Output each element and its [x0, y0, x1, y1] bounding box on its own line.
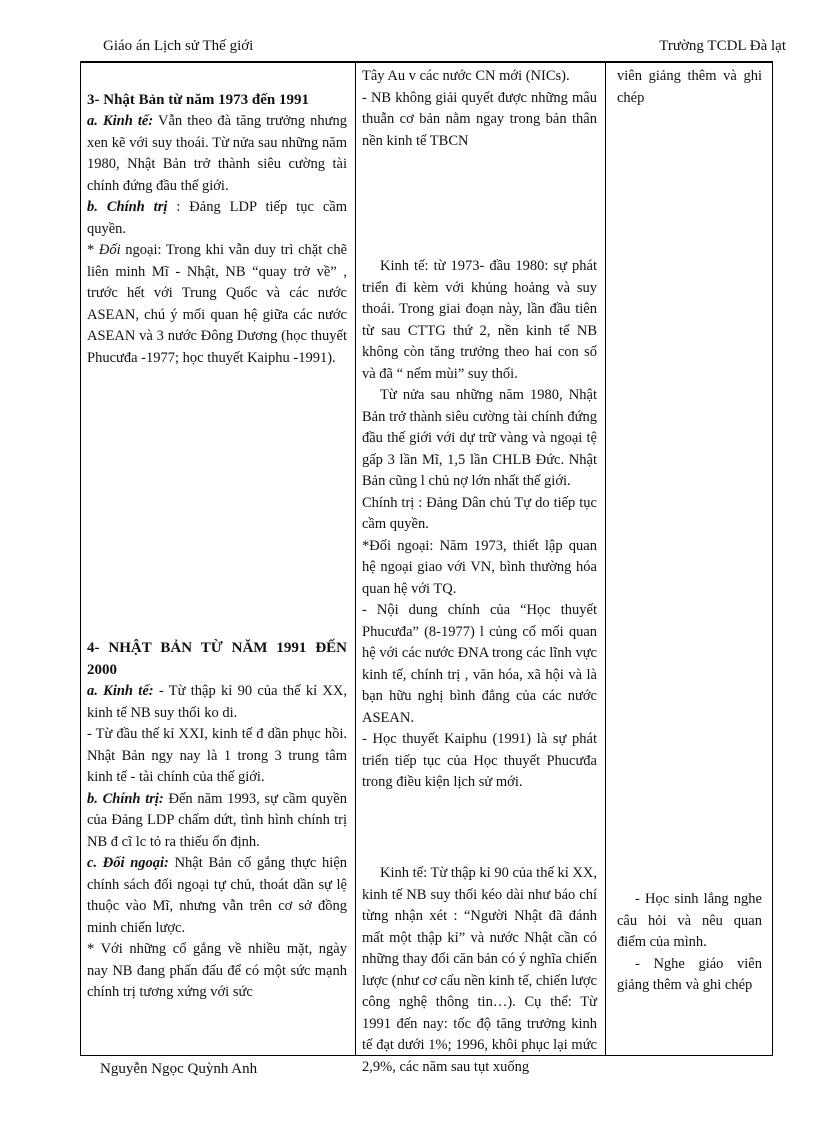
section-4	[87, 637, 347, 1004]
col2-block-2	[362, 256, 597, 794]
section-3	[87, 89, 347, 369]
section-4c-label: c. Đối ngoại:	[87, 855, 169, 871]
content-column	[81, 63, 356, 1055]
section-3-title: 3- Nhật Bản từ năm 1973 đến 1991	[87, 92, 309, 108]
section-4-title: 4- NHẬT BẢN TỪ NĂM 1991 ĐẾN 2000	[87, 640, 347, 678]
section-3a	[87, 111, 347, 197]
section-3c	[87, 240, 347, 369]
col3-block-2	[617, 889, 762, 997]
section-3b	[87, 197, 347, 240]
col2-block-3	[362, 863, 597, 1078]
student-column	[607, 63, 772, 1055]
section-3b-text: : Đảng LDP tiếp tục cầm quyền.	[87, 199, 347, 237]
col3-p3: - Nghe giáo viên giảng thêm và ghi chép	[617, 955, 762, 993]
col2-p5: Chính trị : Đảng Dân chủ Tự do tiếp tục cầm quyền.	[362, 494, 597, 532]
section-3c-prefix: *	[87, 242, 99, 258]
section-4a-text1: - Từ thập kỉ 90 của thế kỉ XX, kinh tế NB suy thối ko di.	[87, 683, 347, 721]
section-4b-label: b. Chính trị:	[87, 790, 164, 807]
section-4c	[87, 853, 347, 939]
col2-p1: Tây Au v các nước CN mới (NICs).	[362, 68, 570, 84]
col2-p9: Kinh tế: Từ thập kỉ 90 của thế kỉ XX, kinh tế NB suy thối kéo dài như báo chí từng nhận xét : “Người Nhật đã đánh mất một thập kỉ” và nước Nhật cần có những thay đổi căn bản có ý nghĩa chiến lược (như cơ cấu nền kinh tế, chiến lược công nghệ thông tin…). Cụ thể: Từ 1991 đến nay: tốc độ tăng trưởng kinh tế đạt dưới 1%; 1996, khôi phục lại mức 2,9%, các năm sau tụt xuống	[362, 865, 597, 1075]
section-3c-text: ngoại: Trong khi vẫn duy trì chặt chẽ liên minh Mĩ - Nhật, NB “quay trở về” , trước hết với Trung Quốc và các nước ASEAN, chú ý mối quan hệ giữa các nước ASEAN và 3 nước Đông Dương (học thuyết Phucưđa -1977; học thuyết Kaiphu -1991).	[87, 242, 348, 366]
section-4a-label: a. Kinh tế:	[87, 683, 154, 699]
activity-column	[356, 63, 606, 1075]
col3-p1: viên giảng thêm và ghi chép	[617, 68, 762, 106]
section-4b-text: Đến năm 1993, sự cầm quyền của Đảng LDP chấm dứt, tình hình chính trị NB đ cĩ lc tỏ ra thiếu ổn định.	[87, 790, 347, 850]
section-3a-text: Vẫn theo đà tăng trưởng nhưng xen kẽ với suy thoái. Từ nửa sau những năm 1980, Nhật Bản trở thành siêu cường tài chính đứng đầu thế giới.	[87, 113, 347, 194]
section-3a-label: a. Kinh tế:	[87, 113, 154, 129]
section-4d: * Với những cố gắng về nhiều mặt, ngày nay NB đang phấn đấu để có một sức mạnh chính trị tương xứng với sức	[87, 941, 347, 1000]
col2-p7: - Nội dung chính của “Học thuyết Phucưđa” (8-1977) l củng cố mối quan hệ với các nước ĐNA trong các lĩnh vực kinh tế, chính trị , văn hóa, xã hội và là bạn hữu nghị bình đẳng của các nước ASEAN.	[362, 602, 597, 726]
col3-p2: - Học sinh lắng nghe câu hỏi và nêu quan điểm của mình.	[617, 891, 762, 950]
section-4c-text: Nhật Bản cố gắng thực hiện chính sách đối ngoại tự chủ, thoát dần sự lệ thuộc vào Mĩ, nhưng vẫn trên cơ sở đồng minh chiến lược.	[87, 855, 347, 936]
col3-block-1	[617, 66, 762, 109]
col2-p6: *Đối ngoại: Năm 1973, thiết lập quan hệ ngoại giao với VN, bình thường hóa quan hệ với TQ.	[362, 537, 597, 597]
header-school: Trường TCDL Đà lạt	[659, 38, 786, 54]
header-subject: Giáo án Lịch sử Thế giới	[103, 38, 254, 54]
col2-p2: - NB không giải quyết được những mâu thuẫn cơ bản nằm ngay trong bản thân nền kinh tế TBCN	[362, 89, 597, 149]
section-4b	[87, 789, 347, 854]
section-4a-2: - Từ đầu thế kỉ XXI, kinh tế đ dần phục hồi. Nhật Bản ngy nay là 1 trong 3 trung tâm kinh tế - tài chính của thế giới.	[87, 726, 347, 785]
section-3b-label: b. Chính trị	[87, 199, 168, 215]
footer-divider	[80, 1055, 742, 1056]
section-4a	[87, 681, 347, 724]
page-header	[103, 38, 786, 60]
section-3c-label: Đối	[98, 242, 121, 258]
col2-p8: - Học thuyết Kaiphu (1991) là sự phát triển tiếp tục của Học thuyết Phucưđa trong điều kiện lịch sử mới.	[362, 731, 597, 790]
col2-block-1	[362, 66, 597, 152]
col2-p3: Kinh tế: từ 1973- đầu 1980: sự phát triển đi kèm với khủng hoảng và suy thoái. Trong giai đoạn này, lần đầu tiên từ sau CTTG thứ 2, nền kinh tế NB không còn tăng trưởng theo hai con số và đã “ nếm mùi” suy thối.	[362, 258, 597, 382]
col2-p4: Từ nửa sau những năm 1980, Nhật Bản trở thành siêu cường tài chính đứng đầu thế giới với dự trữ vàng và ngoại tệ gấp 3 lần Mĩ, 1,5 lần CHLB Đức. Nhật Bản cũng l chủ nợ lớn nhất thế giới.	[362, 387, 597, 489]
footer-author: Nguyễn Ngọc Quỳnh Anh	[100, 1061, 258, 1077]
